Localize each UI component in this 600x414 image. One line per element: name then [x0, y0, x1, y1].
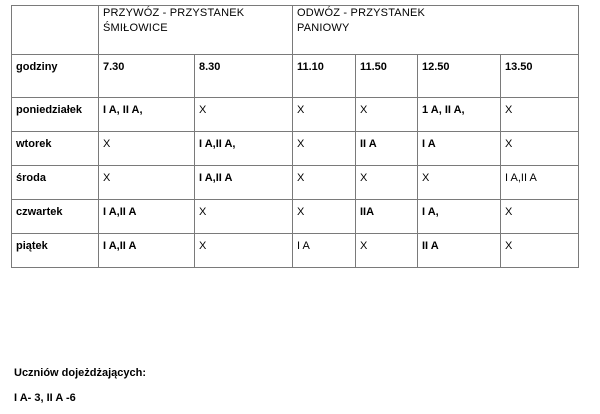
hours-row	[12, 55, 579, 98]
schedule-cell: I A,II A	[99, 200, 195, 234]
row-sroda	[12, 166, 579, 200]
day-label: środa	[12, 166, 99, 200]
schedule-cell: I A,II A,	[195, 132, 293, 166]
commuting-students-label: Uczniów dojeżdżających:	[14, 367, 147, 379]
schedule-cell: X	[501, 98, 579, 132]
hour-cell: 11.10	[293, 55, 356, 98]
day-label: piątek	[12, 234, 99, 268]
schedule-cell: I A,II A	[195, 166, 293, 200]
schedule-cell: II A	[418, 234, 501, 268]
hour-cell: 8.30	[195, 55, 293, 98]
day-label: czwartek	[12, 200, 99, 234]
header-przywoz-line2: ŚMIŁOWICE	[103, 22, 168, 34]
hour-cell: 7.30	[99, 55, 195, 98]
day-label: wtorek	[12, 132, 99, 166]
row-piatek	[12, 234, 579, 268]
day-label: poniedziałek	[12, 98, 99, 132]
schedule-cell: X	[195, 234, 293, 268]
schedule-cell: X	[356, 166, 418, 200]
schedule-cell: I A,	[418, 200, 501, 234]
hour-cell: 13.50	[501, 55, 579, 98]
row-wtorek	[12, 132, 579, 166]
row-poniedzialek	[12, 98, 579, 132]
schedule-cell: X	[293, 200, 356, 234]
schedule-cell: I A	[293, 234, 356, 268]
schedule-cell: I A, II A,	[99, 98, 195, 132]
schedule-cell: IIA	[356, 200, 418, 234]
hour-cell: 11.50	[356, 55, 418, 98]
schedule-cell: X	[356, 98, 418, 132]
schedule-cell: X	[418, 166, 501, 200]
header-przywoz-line1: PRZYWÓZ - PRZYSTANEK	[103, 7, 245, 19]
schedule-cell: X	[501, 200, 579, 234]
schedule-cell: II A	[356, 132, 418, 166]
hour-cell: 12.50	[418, 55, 501, 98]
hours-label: godziny	[12, 55, 99, 98]
schedule-cell: I A	[418, 132, 501, 166]
schedule-cell: X	[356, 234, 418, 268]
bus-schedule-table	[11, 5, 579, 268]
header-row	[12, 6, 579, 55]
row-czwartek	[12, 200, 579, 234]
schedule-cell: X	[501, 234, 579, 268]
header-odwoz	[293, 6, 579, 55]
header-przywoz	[99, 6, 293, 55]
header-odwoz-line1: ODWÓZ - PRZYSTANEK	[297, 7, 426, 19]
schedule-cell: X	[99, 132, 195, 166]
schedule-cell: X	[99, 166, 195, 200]
schedule-cell: I A,II A	[501, 166, 579, 200]
schedule-cell: X	[293, 132, 356, 166]
schedule-cell: X	[293, 98, 356, 132]
header-odwoz-line2: PANIOWY	[297, 22, 350, 34]
schedule-cell: I A,II A	[99, 234, 195, 268]
schedule-cell: X	[293, 166, 356, 200]
schedule-cell: X	[195, 200, 293, 234]
schedule-cell: 1 A, II A,	[418, 98, 501, 132]
commuting-students-counts: I A- 3, II A -6	[14, 392, 76, 404]
corner-cell	[12, 6, 99, 55]
schedule-cell: X	[195, 98, 293, 132]
schedule-cell: X	[501, 132, 579, 166]
